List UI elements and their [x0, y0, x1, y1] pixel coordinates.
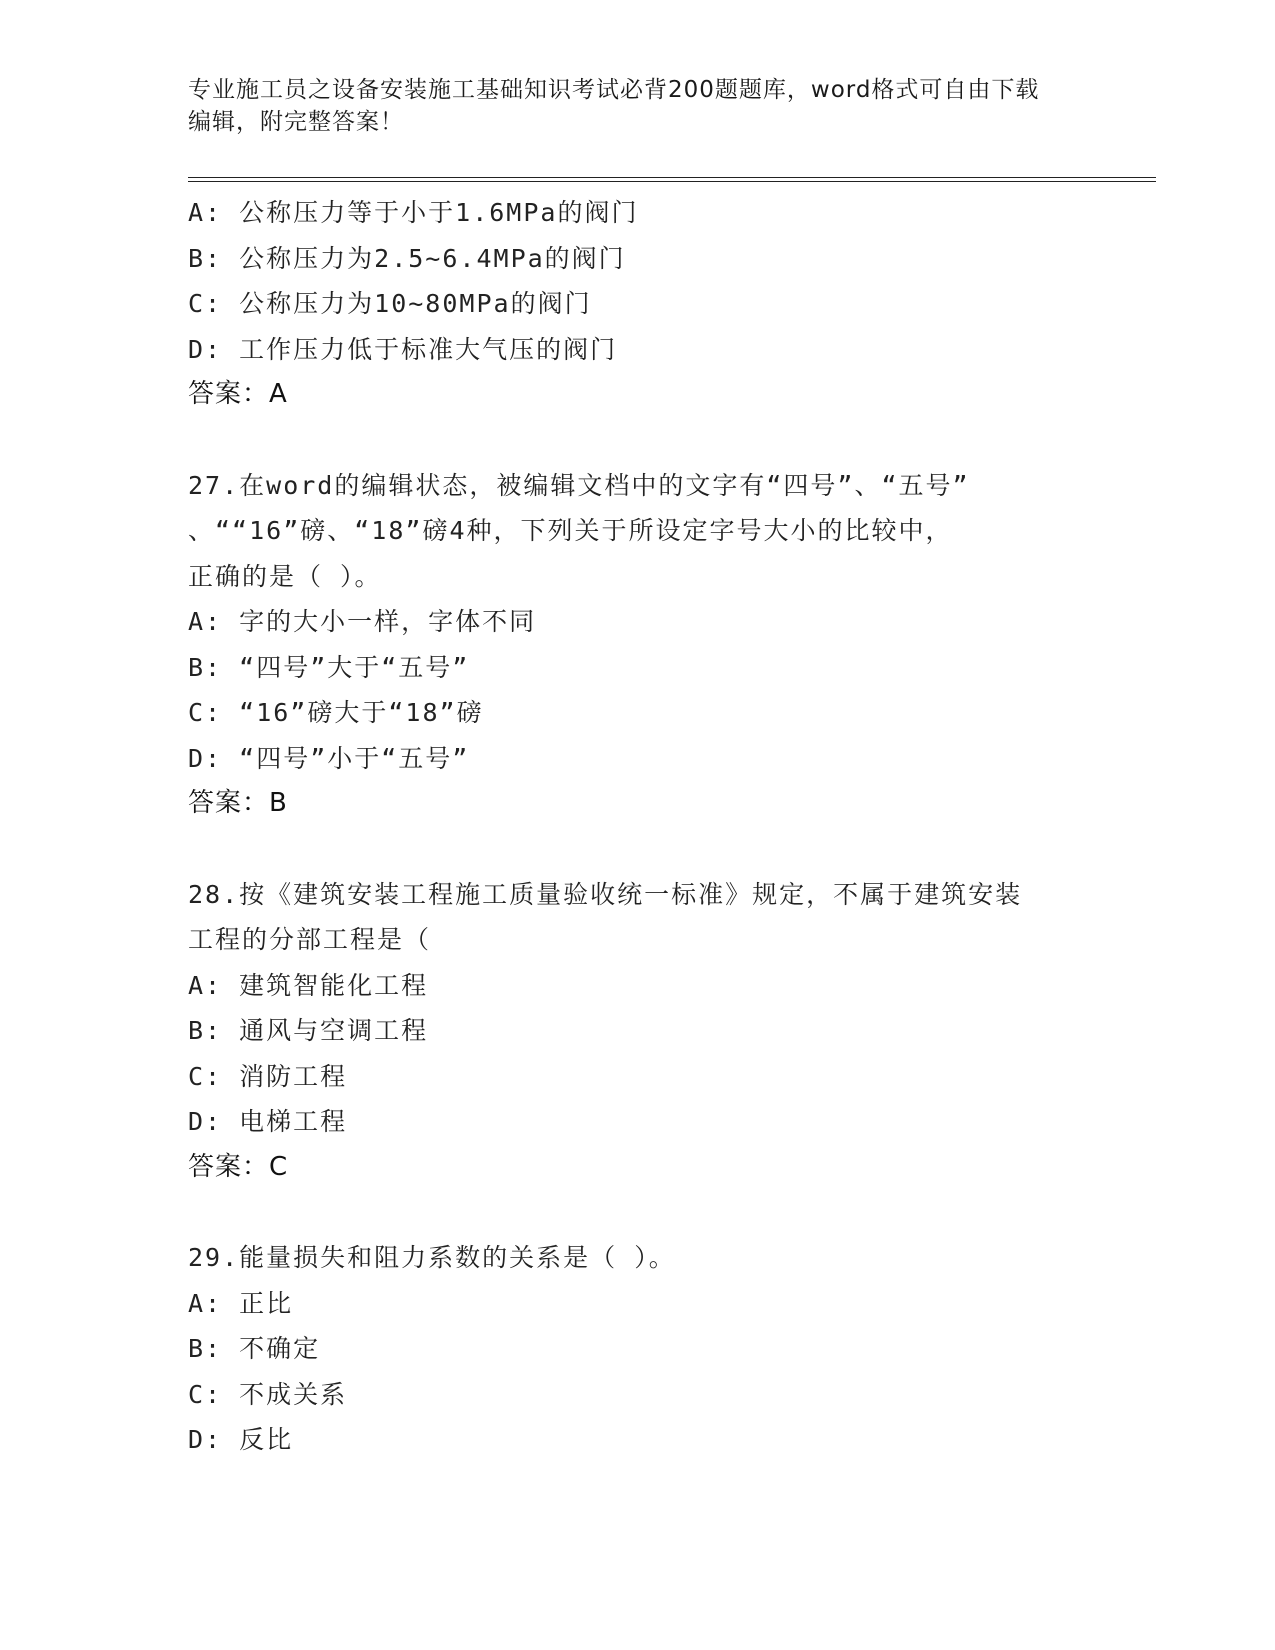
question-content	[188, 190, 1088, 1463]
option-c: C: “16”磅大于“18”磅	[188, 698, 484, 727]
document-header	[188, 74, 1088, 138]
spacer	[188, 827, 1088, 872]
option-a: A: 公称压力等于小于1.6MPa的阀门	[188, 198, 639, 227]
option-b: B: “四号”大于“五号”	[188, 652, 470, 682]
question-stem-line: 29.能量损失和阻力系数的关系是（ ）。	[188, 1243, 676, 1272]
question-stem-line: 正确的是（ ）。	[188, 561, 382, 591]
option-b: B: 不确定	[188, 1334, 321, 1363]
question-stem-line: 、““16”磅、“18”磅4种，下列关于所设定字号大小的比较中，	[188, 516, 953, 545]
question-stem-line: 28.按《建筑安装工程施工质量验收统一标准》规定，不属于建筑安装	[188, 879, 1023, 909]
answer-label: 答案：A	[188, 379, 288, 409]
option-d: D: 反比	[188, 1425, 294, 1454]
question-27	[188, 463, 1088, 827]
header-double-rule	[188, 177, 1156, 182]
option-c: C: 消防工程	[188, 1061, 348, 1091]
option-b: B: 公称压力为2.5~6.4MPa的阀门	[188, 243, 626, 273]
question-26	[188, 190, 1088, 418]
question-stem-line: 工程的分部工程是（	[188, 925, 432, 954]
spacer	[188, 1190, 1088, 1235]
option-a: A: 字的大小一样，字体不同	[188, 607, 537, 636]
option-b: B: 通风与空调工程	[188, 1016, 429, 1045]
option-c: C: 不成关系	[188, 1379, 348, 1409]
option-d: D: “四号”小于“五号”	[188, 743, 470, 773]
option-c: C: 公称压力为10~80MPa的阀门	[188, 289, 592, 318]
option-d: D: 工作压力低于标准大气压的阀门	[188, 334, 618, 364]
answer-label: 答案：C	[188, 1151, 289, 1182]
header-title-line1: 专业施工员之设备安装施工基础知识考试必背200题题库，word格式可自由下载	[188, 77, 1040, 103]
question-29	[188, 1235, 1088, 1463]
option-a: A: 建筑智能化工程	[188, 970, 429, 1000]
option-d: D: 电梯工程	[188, 1107, 348, 1136]
header-title-line2: 编辑，附完整答案！	[188, 109, 404, 135]
question-28	[188, 872, 1088, 1191]
spacer	[188, 418, 1088, 463]
answer-label: 答案：B	[188, 788, 288, 818]
question-stem-line: 27.在word的编辑状态，被编辑文档中的文字有“四号”、“五号”	[188, 470, 970, 500]
option-a: A: 正比	[188, 1288, 294, 1318]
